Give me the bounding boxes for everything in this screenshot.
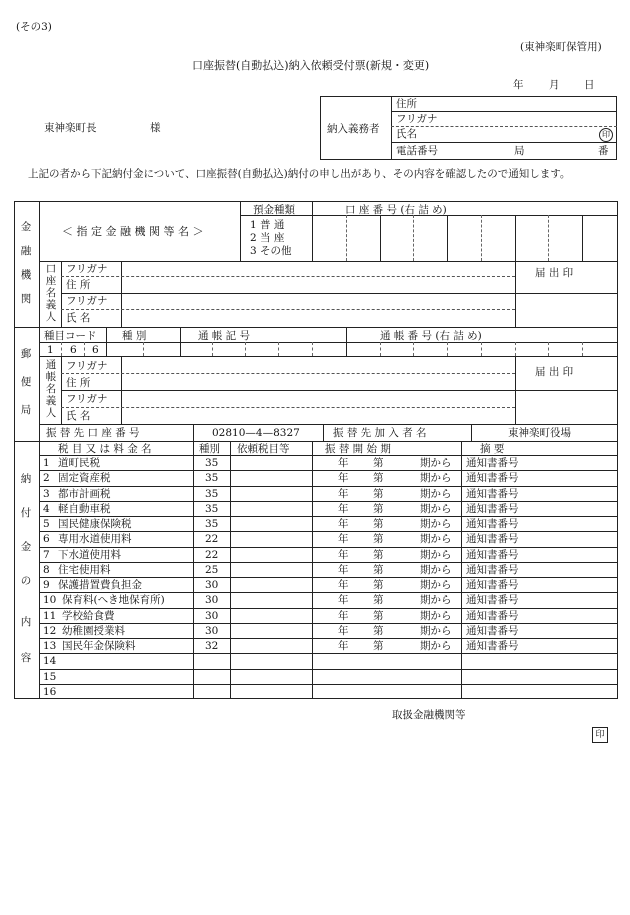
transfer-name: 東神楽町役場 — [508, 427, 571, 439]
payment-row-period-from: 期から — [420, 563, 452, 576]
payment-row-period-from: 期から — [420, 472, 452, 485]
payment-row-notice-label: 通知書番号 — [466, 624, 519, 637]
payment-row-period-from: 期から — [420, 594, 452, 607]
payment-row-name: 固定資産税 — [58, 472, 111, 485]
post-holder-2: 名 — [45, 383, 57, 395]
bank-holder-1: 座 — [45, 275, 57, 287]
payment-row-period-from: 期から — [420, 609, 452, 622]
post-seal-label: 届 出 印 — [535, 366, 574, 378]
payment-row-number: 12 — [43, 624, 57, 637]
payment-row-divider — [39, 638, 618, 639]
payment-row-kind: 22 — [205, 548, 219, 561]
payment-row-period-dai: 第 — [373, 624, 384, 637]
payment-row-period-dai: 第 — [373, 640, 384, 652]
payment-row-notice-label: 通知書番号 — [466, 518, 519, 530]
payer-name-label: 氏名 — [396, 128, 417, 140]
payment-row-period-dai: 第 — [373, 579, 384, 591]
bank-holder-0: 口 — [45, 263, 57, 275]
bank-side-3: 関 — [20, 293, 32, 305]
pay-side-2: 金 — [20, 541, 32, 553]
post-passbook-symbol-label: 通 帳 記 号 — [198, 330, 251, 342]
post-code-label: 種目コード — [44, 330, 97, 342]
payment-row-divider — [39, 562, 618, 563]
transfer-name-label: 振 替 先 加 入 者 名 — [333, 427, 427, 439]
payment-row-name: 下水道使用料 — [58, 548, 121, 561]
payment-row-divider — [39, 470, 618, 471]
payment-row-notice-label: 通知書番号 — [466, 472, 519, 485]
payment-row-number: 3 — [43, 487, 50, 500]
payment-row-period-year: 年 — [338, 609, 349, 622]
payment-row-period-year: 年 — [338, 472, 349, 485]
transfer-account-number: 02810—4—8327 — [212, 427, 300, 439]
payment-row-name: 住宅使用料 — [58, 563, 111, 576]
payment-row-kind: 35 — [205, 472, 219, 485]
post-holder-1: 帳 — [45, 371, 57, 383]
payment-row-kind: 35 — [205, 487, 219, 500]
payment-row-period-dai: 第 — [373, 487, 384, 500]
bank-seal-label: 届 出 印 — [535, 267, 574, 279]
form-title: 口座振替(自動払込)納入依頼受付票(新規・変更) — [192, 59, 430, 72]
post-code-digit-1: 1 — [47, 344, 54, 356]
payment-row-period-dai: 第 — [373, 457, 384, 469]
payment-row-notice-label: 通知書番号 — [466, 487, 519, 500]
payment-row-name: 保育料(へき地保育所) — [62, 594, 165, 607]
payment-row-kind: 30 — [205, 609, 219, 622]
handler-seal-icon: 印 — [592, 727, 608, 743]
payer-label: 納入義務者 — [327, 123, 380, 135]
payment-row-period-dai: 第 — [373, 502, 384, 515]
pay-side-5: 容 — [20, 652, 32, 664]
payment-row-name: 学校給食費 — [62, 609, 115, 622]
payment-row-kind: 35 — [205, 457, 219, 469]
payment-row-period-year: 年 — [338, 487, 349, 500]
payment-row-period-year: 年 — [338, 563, 349, 576]
payment-row-number: 4 — [43, 502, 50, 515]
payment-row-notice-label: 通知書番号 — [466, 502, 519, 515]
payment-row-kind: 30 — [205, 624, 219, 637]
pay-header-start: 振 替 開 始 期 — [325, 443, 391, 455]
payment-row-divider — [39, 577, 618, 578]
payment-row-number: 14 — [43, 655, 57, 668]
addressee-honorific: 様 — [150, 122, 161, 134]
post-holder-3: 義 — [45, 395, 57, 407]
payment-row-period-year: 年 — [338, 518, 349, 530]
bank-furigana-label: フリガナ — [66, 263, 108, 275]
payment-row-name: 専用水道使用料 — [58, 533, 132, 546]
payment-row-period-dai: 第 — [373, 609, 384, 622]
payment-row-number: 5 — [43, 518, 50, 530]
payment-row-notice-label: 通知書番号 — [466, 457, 519, 469]
payer-station-label: 局 — [514, 145, 525, 157]
payment-row-divider — [39, 653, 618, 654]
pay-side-4: 内 — [20, 616, 32, 628]
payment-row-name: 軽自動車税 — [58, 502, 111, 515]
payment-row-period-from: 期から — [420, 457, 452, 469]
pay-side-1: 付 — [20, 507, 32, 519]
payment-row-name: 都市計画税 — [58, 487, 111, 500]
payment-row-period-from: 期から — [420, 502, 452, 515]
payment-row-name: 保護措置費負担金 — [58, 579, 142, 591]
payment-row-period-dai: 第 — [373, 533, 384, 546]
payment-row-period-dai: 第 — [373, 594, 384, 607]
payment-row-period-dai: 第 — [373, 472, 384, 485]
addressee: 東神楽町長 — [44, 122, 97, 134]
handler-label: 取扱金融機関等 — [392, 709, 466, 721]
sheet-number: (その3) — [16, 21, 52, 33]
deposit-type-label: 預金種類 — [253, 204, 295, 216]
payment-row-number: 15 — [43, 670, 57, 683]
bank-side-2: 機 — [20, 269, 32, 281]
post-name-label: 氏 名 — [66, 410, 91, 422]
bank-furigana2-label: フリガナ — [66, 295, 108, 307]
payment-row-period-year: 年 — [338, 624, 349, 637]
payment-row-period-year: 年 — [338, 594, 349, 607]
post-side-2: 局 — [20, 404, 32, 416]
payment-row-name: 幼稚園授業料 — [62, 624, 125, 637]
pay-side-3: の — [20, 575, 32, 587]
payment-row-divider — [39, 608, 618, 609]
bank-holder-4: 人 — [45, 311, 57, 323]
bank-side-0: 金 — [20, 221, 32, 233]
payment-row-period-from: 期から — [420, 487, 452, 500]
payment-row-period-from: 期から — [420, 533, 452, 546]
payer-number-label: 番 — [598, 145, 609, 157]
deposit-type-1: 1 普 通 — [250, 219, 285, 231]
payer-furigana-label: フリガナ — [396, 113, 438, 125]
payment-row-divider — [39, 684, 618, 685]
payment-row-period-year: 年 — [338, 533, 349, 546]
payment-row-notice-label: 通知書番号 — [466, 594, 519, 607]
bank-holder-3: 義 — [45, 299, 57, 311]
deposit-type-3: 3 その他 — [250, 245, 292, 257]
payment-row-kind: 22 — [205, 533, 219, 546]
post-holder-4: 人 — [45, 407, 57, 419]
payment-row-number: 2 — [43, 472, 50, 485]
payment-row-number: 8 — [43, 563, 50, 576]
intro-text: 上記の者から下記納付金について、口座振替(自動払込)納付の申し出があり、その内容を確認したので通知します。 — [28, 168, 571, 180]
payment-row-name: 国民年金保険料 — [62, 640, 136, 652]
payment-row-period-year: 年 — [338, 640, 349, 652]
payment-row-notice-label: 通知書番号 — [466, 579, 519, 591]
date-day-label: 日 — [584, 79, 595, 91]
post-side-0: 郵 — [20, 348, 32, 360]
bank-address-label: 住 所 — [66, 279, 91, 291]
payment-row-period-year: 年 — [338, 502, 349, 515]
payment-row-period-dai: 第 — [373, 548, 384, 561]
post-address-label: 住 所 — [66, 377, 91, 389]
payment-row-number: 7 — [43, 548, 50, 561]
payment-row-notice-label: 通知書番号 — [466, 640, 519, 652]
payment-row-divider — [39, 501, 618, 502]
date-month-label: 月 — [549, 79, 560, 91]
payment-row-divider — [39, 669, 618, 670]
payer-seal-icon: 印 — [599, 128, 613, 142]
payer-address-label: 住所 — [396, 98, 417, 110]
bank-institution-label: ＜ 指 定 金 融 機 関 等 名 ＞ — [62, 225, 204, 238]
payment-row-divider — [39, 486, 618, 487]
date-year-label: 年 — [513, 79, 524, 91]
payment-row-kind: 32 — [205, 640, 219, 652]
post-furigana2-label: フリガナ — [66, 393, 108, 405]
payment-row-period-from: 期から — [420, 624, 452, 637]
pay-header-remarks: 摘 要 — [480, 443, 505, 455]
payment-row-divider — [39, 623, 618, 624]
payment-row-kind: 25 — [205, 563, 219, 576]
payment-row-divider — [39, 547, 618, 548]
pay-side-0: 納 — [20, 473, 32, 485]
payment-row-notice-label: 通知書番号 — [466, 548, 519, 561]
payment-row-period-from: 期から — [420, 640, 452, 652]
payment-row-number: 10 — [43, 594, 57, 607]
bank-holder-2: 名 — [45, 287, 57, 299]
payment-row-period-dai: 第 — [373, 518, 384, 530]
payment-row-period-from: 期から — [420, 548, 452, 561]
payment-row-period-year: 年 — [338, 457, 349, 469]
payment-row-number: 9 — [43, 579, 50, 591]
payment-row-period-from: 期から — [420, 518, 452, 530]
payment-row-notice-label: 通知書番号 — [466, 609, 519, 622]
payment-row-number: 1 — [43, 457, 50, 469]
post-passbook-number-label: 通 帳 番 号 (右 詰 め) — [380, 330, 482, 342]
payment-row-period-dai: 第 — [373, 563, 384, 576]
post-holder-0: 通 — [45, 359, 57, 371]
payment-row-period-year: 年 — [338, 579, 349, 591]
payment-row-kind: 30 — [205, 579, 219, 591]
post-furigana-label: フリガナ — [66, 360, 108, 372]
post-code-digit-3: 6 — [92, 344, 99, 356]
keeper-note: (東神楽町保管用) — [520, 41, 602, 53]
bank-side-1: 融 — [20, 245, 32, 257]
bank-name-label: 氏 名 — [66, 312, 91, 324]
post-code-digit-2: 6 — [70, 344, 77, 356]
payment-row-kind: 35 — [205, 518, 219, 530]
post-kind-label: 種 別 — [122, 330, 147, 342]
account-number-label: 口 座 番 号 (右 詰 め) — [345, 204, 447, 216]
payment-row-notice-label: 通知書番号 — [466, 563, 519, 576]
payment-row-number: 11 — [43, 609, 57, 622]
payment-row-notice-label: 通知書番号 — [466, 533, 519, 546]
payment-row-number: 13 — [43, 640, 57, 652]
payment-row-number: 16 — [43, 685, 57, 698]
payment-row-divider — [39, 516, 618, 517]
payment-row-period-from: 期から — [420, 579, 452, 591]
payment-row-period-year: 年 — [338, 548, 349, 561]
payment-row-number: 6 — [43, 533, 50, 546]
payment-row-kind: 35 — [205, 502, 219, 515]
deposit-type-2: 2 当 座 — [250, 232, 285, 244]
pay-header-item: 税 目 又 は 料 金 名 — [58, 443, 152, 455]
post-side-1: 便 — [20, 376, 32, 388]
payer-phone-label: 電話番号 — [396, 145, 438, 157]
payment-row-kind: 30 — [205, 594, 219, 607]
pay-header-code: 依頼税目等 — [237, 443, 290, 455]
payment-row-name: 道町民税 — [58, 457, 100, 469]
pay-header-kind: 種別 — [199, 443, 220, 455]
payment-row-name: 国民健康保険税 — [58, 518, 132, 530]
transfer-account-label: 振 替 先 口 座 番 号 — [46, 427, 140, 439]
